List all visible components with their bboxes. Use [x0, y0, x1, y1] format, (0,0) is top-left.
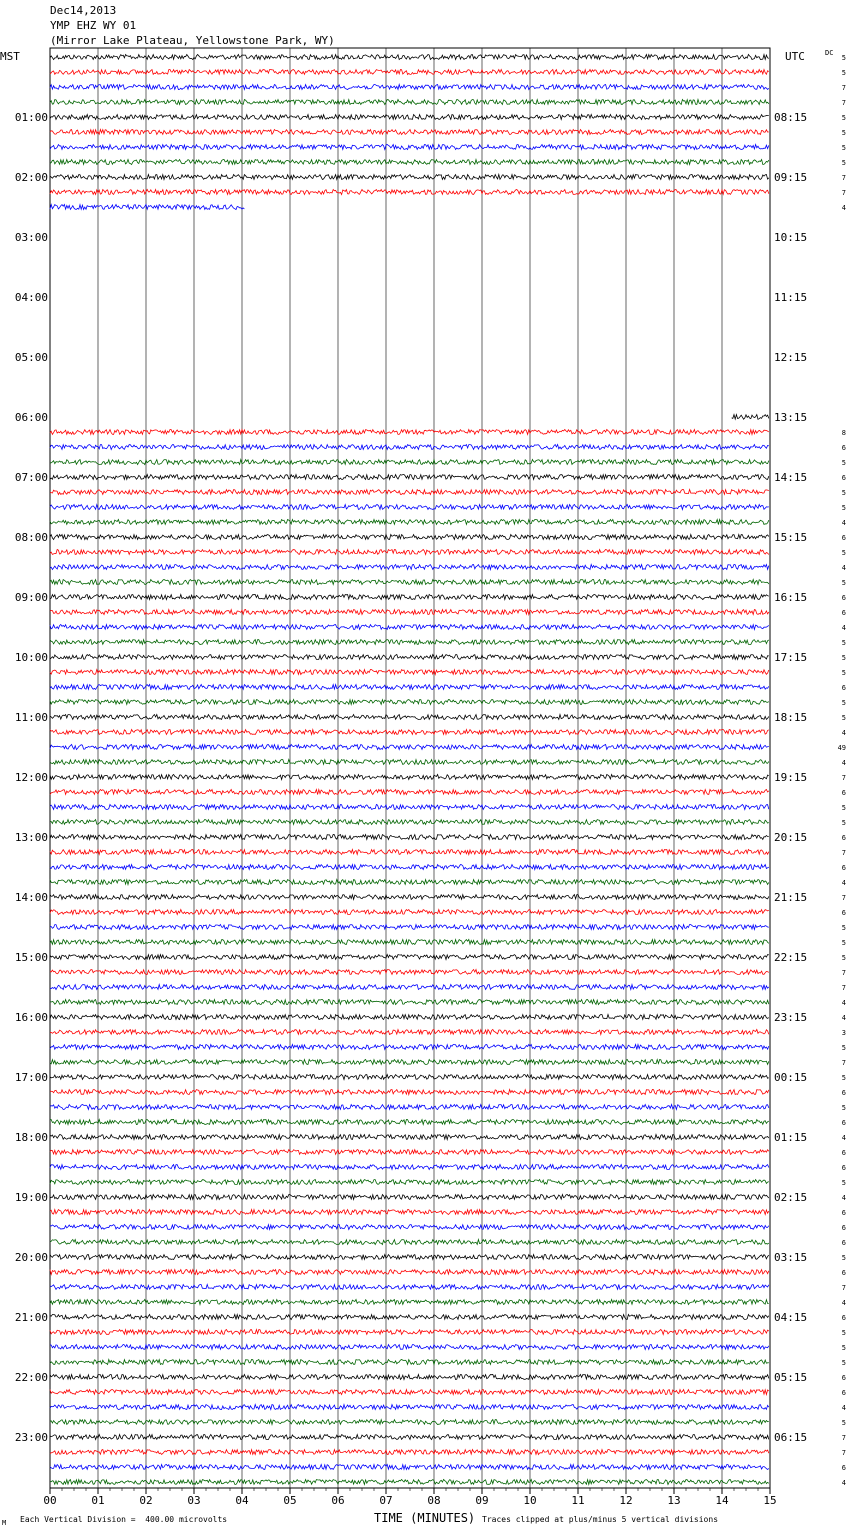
trace-row — [50, 580, 769, 585]
trace-row — [50, 1210, 769, 1215]
trace-row — [50, 775, 769, 780]
dc-offset-value: 5 — [841, 699, 846, 707]
dc-offset-value: 7 — [841, 99, 846, 107]
trace-row — [50, 1180, 769, 1185]
dc-offset-value: 5 — [841, 714, 846, 722]
x-tick-label: 08 — [427, 1494, 441, 1507]
dc-offset-value: 6 — [841, 1464, 846, 1472]
vertical-grid — [98, 48, 722, 1488]
left-hour-label: 18:00 — [14, 1131, 48, 1144]
dc-offset-value: 5 — [841, 639, 846, 647]
left-hour-label: 10:00 — [14, 651, 48, 664]
trace-row — [50, 1225, 769, 1230]
left-hour-label: 13:00 — [14, 831, 48, 844]
dc-offset-value: 7 — [841, 1284, 846, 1292]
dc-offset-value: 7 — [841, 774, 846, 782]
trace-row — [50, 745, 769, 750]
left-hour-label: 11:00 — [14, 711, 48, 724]
x-axis-ticks — [43, 1488, 776, 1507]
trace-row — [50, 925, 769, 930]
right-hour-label: 17:15 — [774, 651, 808, 664]
dc-offset-value: 6 — [841, 1224, 846, 1232]
trace-row — [50, 1165, 769, 1170]
trace-row — [50, 85, 769, 90]
trace-row — [50, 1000, 769, 1005]
trace-row — [50, 985, 769, 990]
dc-offset-value: 5 — [841, 804, 846, 812]
dc-offset-value: 6 — [841, 864, 846, 872]
dc-offset-value: 6 — [841, 684, 846, 692]
dc-offset-value: 5 — [841, 69, 846, 77]
trace-row — [50, 700, 769, 705]
trace-row — [50, 670, 769, 675]
left-hour-label: 15:00 — [14, 951, 48, 964]
trace-row — [50, 655, 769, 660]
trace-row — [50, 970, 769, 975]
trace-row — [50, 940, 769, 945]
trace-row — [50, 1240, 769, 1245]
right-hour-label: 05:15 — [774, 1371, 808, 1384]
trace-row — [50, 1120, 769, 1125]
trace-row — [50, 175, 769, 180]
right-hour-label: 10:15 — [774, 231, 808, 244]
dc-offset-value: 7 — [841, 969, 846, 977]
trace-row — [50, 535, 769, 540]
dc-offset-value: 49 — [837, 744, 846, 752]
left-hour-label: 22:00 — [14, 1371, 48, 1384]
dc-offset-value: 3 — [841, 1029, 846, 1037]
dc-offset-value: 6 — [841, 834, 846, 842]
dc-offset-value: 5 — [841, 1419, 846, 1427]
x-tick-label: 04 — [235, 1494, 249, 1507]
trace-row — [50, 1300, 769, 1305]
left-hour-label: 21:00 — [14, 1311, 48, 1324]
dc-offset-value: 6 — [841, 609, 846, 617]
trace-row — [50, 1060, 769, 1065]
trace-row — [50, 1285, 769, 1290]
dc-offset-value: 5 — [841, 939, 846, 947]
right-hour-label: 23:15 — [774, 1011, 808, 1024]
left-hour-label: 17:00 — [14, 1071, 48, 1084]
x-tick-label: 07 — [379, 1494, 393, 1507]
trace-row — [732, 415, 769, 420]
dc-offset-value: 7 — [841, 1059, 846, 1067]
left-hour-label: 20:00 — [14, 1251, 48, 1264]
dc-offset-value: 5 — [841, 1074, 846, 1082]
left-hour-label: 09:00 — [14, 591, 48, 604]
trace-row — [50, 505, 769, 510]
trace-row — [50, 955, 769, 960]
dc-offset-value: 6 — [841, 1089, 846, 1097]
dc-offset-value: 5 — [841, 114, 846, 122]
left-hour-label: 16:00 — [14, 1011, 48, 1024]
scale-note: Each Vertical Division = 400.00 microvolts — [20, 1515, 228, 1524]
dc-offset-value: 4 — [841, 759, 846, 767]
trace-row — [50, 1150, 769, 1155]
trace-row — [50, 1450, 769, 1455]
trace-row — [50, 1270, 769, 1275]
trace-row — [50, 835, 769, 840]
trace-row — [50, 1090, 769, 1095]
left-hour-label: 23:00 — [14, 1431, 48, 1444]
dc-offset-value: 5 — [841, 504, 846, 512]
station-code: YMP EHZ WY 01 — [50, 19, 137, 32]
right-hour-label: 06:15 — [774, 1431, 808, 1444]
dc-offset-value: 4 — [841, 999, 846, 1007]
dc-offset-value: 4 — [841, 1194, 846, 1202]
dc-offset-value: 7 — [841, 189, 846, 197]
trace-row — [50, 1435, 769, 1440]
dc-offset-value: 5 — [841, 654, 846, 662]
trace-row — [50, 115, 769, 120]
trace-row — [50, 1360, 769, 1365]
dc-offset-value: 5 — [841, 579, 846, 587]
x-tick-label: 15 — [763, 1494, 777, 1507]
x-tick-label: 12 — [619, 1494, 633, 1507]
dc-offset-value: 5 — [841, 549, 846, 557]
dc-offset-value: 4 — [841, 879, 846, 887]
dc-offset-value: 4 — [841, 729, 846, 737]
dc-offset-value: 4 — [841, 564, 846, 572]
x-tick-label: 13 — [667, 1494, 681, 1507]
station-location: (Mirror Lake Plateau, Yellowstone Park, WY) — [50, 34, 335, 47]
trace-row — [50, 100, 769, 105]
x-tick-label: 14 — [715, 1494, 729, 1507]
trace-row — [50, 1135, 769, 1140]
trace-row — [50, 1420, 769, 1425]
trace-row — [50, 475, 769, 480]
dc-offset-column — [838, 54, 846, 1487]
trace-row — [50, 1375, 769, 1380]
trace-row — [50, 1255, 769, 1260]
right-hour-label: 22:15 — [774, 951, 808, 964]
trace-row — [50, 1030, 769, 1035]
dc-offset-value: 5 — [841, 129, 846, 137]
trace-row — [50, 910, 769, 915]
dc-offset-value: 4 — [841, 1479, 846, 1487]
right-hour-label: 03:15 — [774, 1251, 808, 1264]
right-hour-label: 04:15 — [774, 1311, 808, 1324]
dc-offset-value: 6 — [841, 444, 846, 452]
trace-row — [50, 205, 244, 210]
right-hour-label: 18:15 — [774, 711, 808, 724]
trace-row — [50, 1330, 769, 1335]
dc-offset-value: 5 — [841, 1044, 846, 1052]
x-tick-label: 03 — [187, 1494, 201, 1507]
trace-row — [50, 790, 769, 795]
right-hour-label: 20:15 — [774, 831, 808, 844]
right-hour-label: 01:15 — [774, 1131, 808, 1144]
dc-offset-value: 7 — [841, 174, 846, 182]
dc-header-label: DC — [825, 49, 834, 57]
trace-row — [50, 1405, 769, 1410]
dc-offset-value: 4 — [841, 624, 846, 632]
trace-row — [50, 685, 769, 690]
x-tick-label: 02 — [139, 1494, 153, 1507]
trace-row — [50, 1345, 769, 1350]
right-hour-label: 13:15 — [774, 411, 808, 424]
trace-row — [50, 1465, 769, 1470]
dc-offset-value: 5 — [841, 54, 846, 62]
dc-offset-value: 6 — [841, 534, 846, 542]
right-hour-label: 16:15 — [774, 591, 808, 604]
trace-row — [50, 490, 769, 495]
dc-offset-value: 5 — [841, 954, 846, 962]
dc-offset-value: 7 — [841, 1434, 846, 1442]
trace-row — [50, 190, 769, 195]
dc-offset-value: 6 — [841, 1269, 846, 1277]
trace-row — [50, 805, 769, 810]
x-tick-label: 10 — [523, 1494, 537, 1507]
trace-row — [50, 430, 769, 435]
left-timezone-label: MST — [0, 50, 20, 63]
dc-offset-value: 5 — [841, 924, 846, 932]
trace-row — [50, 625, 769, 630]
dc-offset-value: 6 — [841, 1164, 846, 1172]
trace-row — [50, 610, 769, 615]
dc-offset-value: 7 — [841, 984, 846, 992]
trace-row — [50, 895, 769, 900]
dc-offset-value: 5 — [841, 1359, 846, 1367]
trace-row — [50, 865, 769, 870]
trace-row — [50, 1045, 769, 1050]
trace-row — [50, 70, 769, 75]
trace-row — [50, 715, 769, 720]
trace-row — [50, 145, 769, 150]
dc-offset-value: 4 — [841, 204, 846, 212]
trace-row — [50, 160, 769, 165]
trace-row — [50, 760, 769, 765]
corner-mark: M — [2, 1519, 7, 1527]
dc-offset-value: 4 — [841, 519, 846, 527]
dc-offset-value: 5 — [841, 1104, 846, 1112]
trace-row — [50, 1315, 769, 1320]
left-hour-label: 06:00 — [14, 411, 48, 424]
trace-row — [50, 460, 769, 465]
dc-offset-value: 4 — [841, 1014, 846, 1022]
trace-row — [50, 55, 769, 60]
x-tick-label: 09 — [475, 1494, 489, 1507]
right-hour-label: 21:15 — [774, 891, 808, 904]
trace-row — [50, 595, 769, 600]
dc-offset-value: 5 — [841, 1329, 846, 1337]
right-hour-label: 14:15 — [774, 471, 808, 484]
dc-offset-value: 6 — [841, 1119, 846, 1127]
dc-offset-value: 4 — [841, 1299, 846, 1307]
dc-offset-value: 6 — [841, 1209, 846, 1217]
trace-row — [50, 1015, 769, 1020]
dc-offset-value: 6 — [841, 1389, 846, 1397]
dc-offset-value: 4 — [841, 1134, 846, 1142]
right-hour-label: 00:15 — [774, 1071, 808, 1084]
right-timezone-label: UTC — [785, 50, 805, 63]
trace-row — [50, 1075, 769, 1080]
trace-row — [50, 565, 769, 570]
dc-offset-value: 5 — [841, 159, 846, 167]
left-hour-label: 05:00 — [14, 351, 48, 364]
dc-offset-value: 5 — [841, 669, 846, 677]
left-hour-label: 12:00 — [14, 771, 48, 784]
left-hour-label: 19:00 — [14, 1191, 48, 1204]
trace-row — [50, 550, 769, 555]
x-tick-label: 00 — [43, 1494, 57, 1507]
trace-row — [50, 850, 769, 855]
right-hour-label: 11:15 — [774, 291, 808, 304]
dc-offset-value: 5 — [841, 489, 846, 497]
dc-offset-value: 6 — [841, 789, 846, 797]
right-hour-label: 19:15 — [774, 771, 808, 784]
right-hour-label: 15:15 — [774, 531, 808, 544]
dc-offset-value: 6 — [841, 1239, 846, 1247]
left-hour-label: 08:00 — [14, 531, 48, 544]
left-hour-label: 04:00 — [14, 291, 48, 304]
trace-row — [50, 820, 769, 825]
dc-offset-value: 5 — [841, 1344, 846, 1352]
dc-offset-value: 5 — [841, 459, 846, 467]
right-hour-label: 12:15 — [774, 351, 808, 364]
dc-offset-value: 5 — [841, 819, 846, 827]
right-hour-label: 08:15 — [774, 111, 808, 124]
dc-offset-value: 5 — [841, 144, 846, 152]
dc-offset-value: 4 — [841, 1404, 846, 1412]
trace-row — [50, 1390, 769, 1395]
left-hour-label: 03:00 — [14, 231, 48, 244]
clip-note: Traces clipped at plus/minus 5 vertical divisions — [482, 1515, 719, 1524]
trace-row — [50, 640, 769, 645]
dc-offset-value: 5 — [841, 1179, 846, 1187]
dc-offset-value: 7 — [841, 894, 846, 902]
left-hour-label: 07:00 — [14, 471, 48, 484]
trace-lines — [50, 55, 769, 1485]
x-tick-label: 06 — [331, 1494, 345, 1507]
trace-row — [50, 880, 769, 885]
chart-date: Dec14,2013 — [50, 4, 117, 17]
dc-offset-value: 6 — [841, 594, 846, 602]
trace-row — [50, 1195, 769, 1200]
dc-offset-value: 6 — [841, 1374, 846, 1382]
trace-row — [50, 730, 769, 735]
trace-row — [50, 1480, 769, 1485]
dc-offset-value: 5 — [841, 1254, 846, 1262]
trace-row — [50, 1105, 769, 1110]
dc-offset-value: 7 — [841, 849, 846, 857]
dc-offset-value: 6 — [841, 1314, 846, 1322]
trace-row — [50, 520, 769, 525]
x-tick-label: 11 — [571, 1494, 585, 1507]
dc-offset-value: 6 — [841, 909, 846, 917]
dc-offset-value: 7 — [841, 84, 846, 92]
left-hour-label: 14:00 — [14, 891, 48, 904]
dc-offset-value: 8 — [841, 429, 846, 437]
x-tick-label: 01 — [91, 1494, 105, 1507]
right-hour-label: 02:15 — [774, 1191, 808, 1204]
trace-row — [50, 445, 769, 450]
left-hour-label: 01:00 — [14, 111, 48, 124]
trace-row — [50, 130, 769, 135]
right-hour-label: 09:15 — [774, 171, 808, 184]
x-axis-label: TIME (MINUTES) — [374, 1511, 476, 1525]
dc-offset-value: 6 — [841, 1149, 846, 1157]
left-hour-label: 02:00 — [14, 171, 48, 184]
dc-offset-value: 6 — [841, 474, 846, 482]
dc-offset-value: 7 — [841, 1449, 846, 1457]
x-tick-label: 05 — [283, 1494, 297, 1507]
